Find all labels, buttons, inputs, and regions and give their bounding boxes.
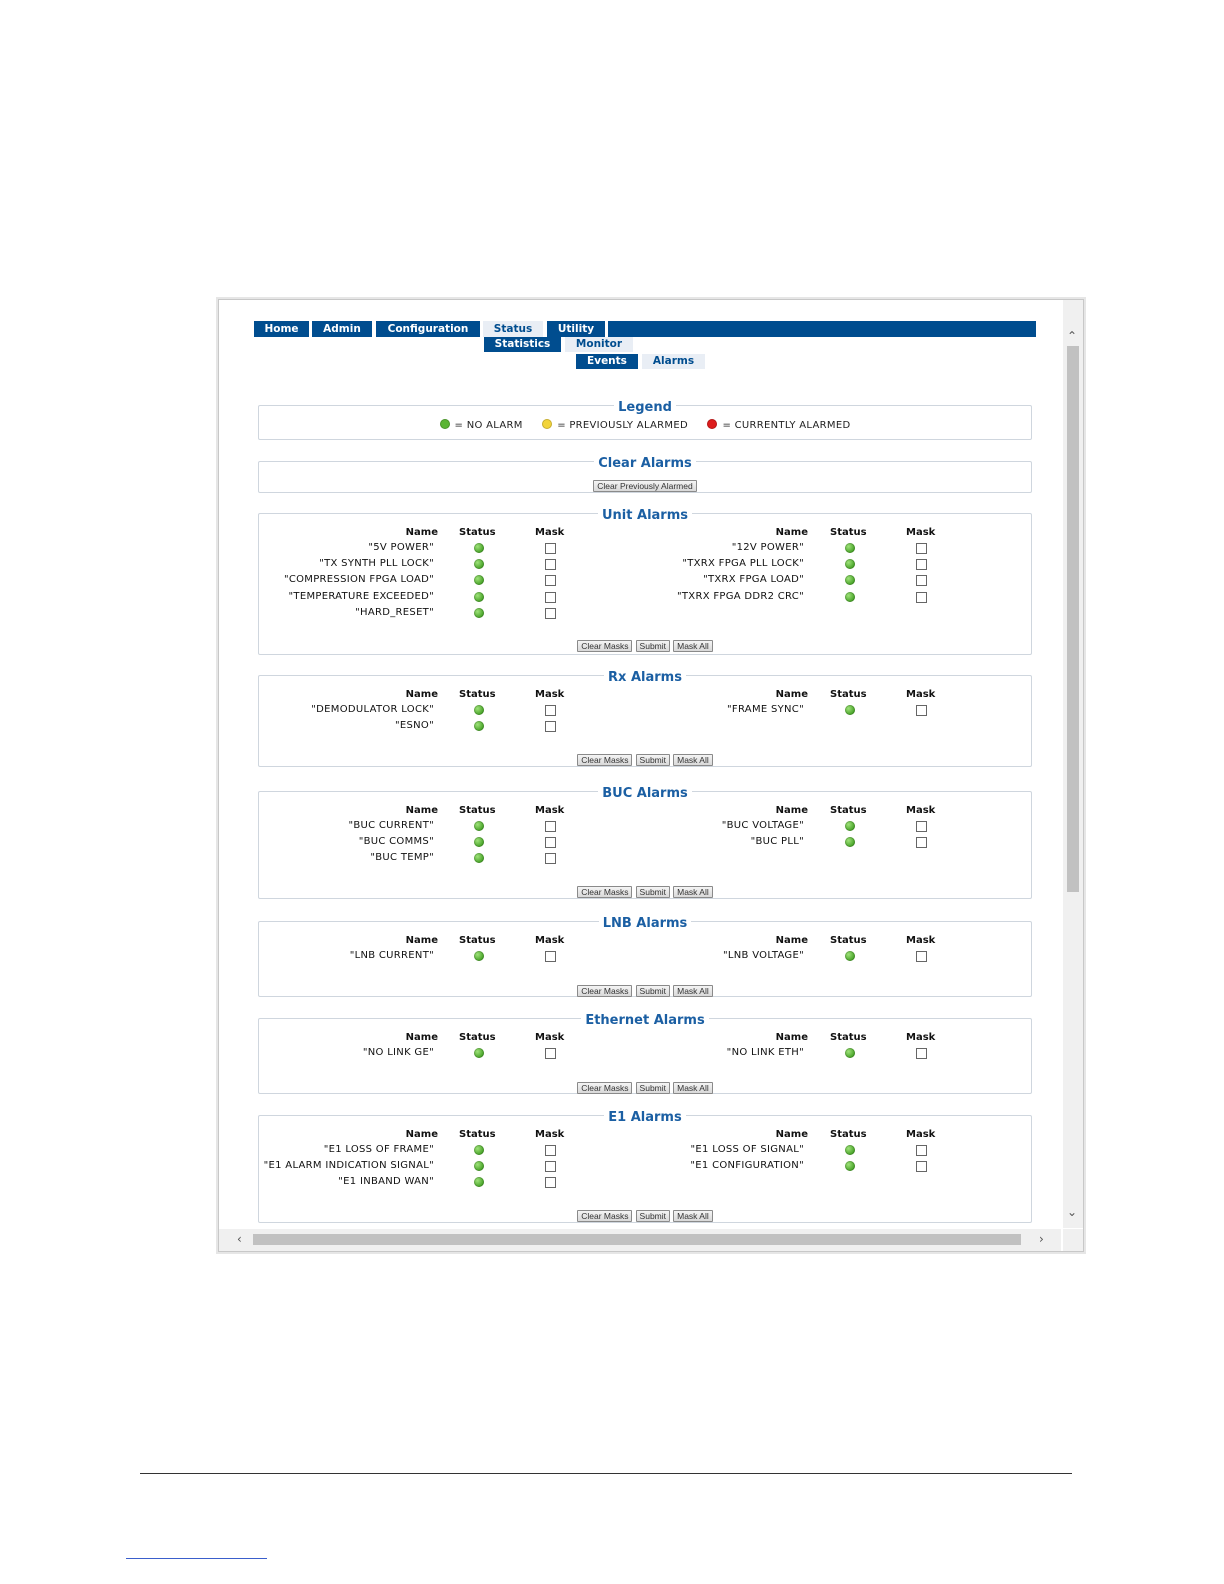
mask-checkbox[interactable] (545, 559, 556, 570)
green-status-icon (474, 1177, 484, 1187)
clear-alarms-title: Clear Alarms (594, 456, 696, 471)
right-name-header: Name (775, 527, 808, 538)
green-status-icon (474, 559, 484, 569)
green-status-icon (845, 1048, 855, 1058)
green-status-icon (474, 721, 484, 731)
mask-checkbox[interactable] (916, 951, 927, 962)
mask-checkbox[interactable] (545, 705, 556, 716)
clear-masks-button[interactable]: Clear Masks (577, 1210, 632, 1222)
submit-button[interactable]: Submit (636, 1210, 670, 1222)
alarm-name: "E1 LOSS OF FRAME" (323, 1144, 434, 1155)
alarm-name: "TXRX FPGA LOAD" (703, 574, 804, 586)
left-mask-header: Mask (535, 1032, 565, 1043)
browser-frame (218, 299, 1084, 1252)
left-status-header: Status (459, 527, 496, 538)
left-mask-header: Mask (535, 805, 565, 816)
tab-configuration[interactable]: Configuration (376, 321, 480, 337)
right-mask-header: Mask (906, 805, 936, 816)
green-status-icon (845, 559, 855, 569)
right-name-header: Name (775, 689, 808, 700)
mask-checkbox[interactable] (916, 559, 927, 570)
left-mask-header: Mask (535, 527, 565, 538)
green-status-icon (845, 821, 855, 831)
scrollbar-corner (1063, 1229, 1083, 1251)
unit-alarms-section (258, 508, 1032, 655)
mask-checkbox[interactable] (545, 853, 556, 864)
alarm-name: "12V POWER" (731, 542, 804, 553)
left-name-header: Name (405, 527, 438, 538)
yellow-status-icon (542, 419, 552, 429)
green-status-icon (474, 705, 484, 715)
green-status-icon (845, 1161, 855, 1171)
eth-title-wrap (259, 1009, 1031, 1028)
alarm-name: "HARD_RESET" (355, 606, 434, 618)
right-status-header: Status (830, 935, 867, 946)
mask-checkbox[interactable] (916, 837, 927, 848)
lnb-alarms-section (258, 916, 1032, 997)
tab-monitor[interactable]: Monitor (565, 337, 633, 352)
legend-row (259, 419, 1031, 431)
left-name-header: Name (405, 689, 438, 700)
left-status-header: Status (459, 1129, 496, 1140)
left-name-header: Name (405, 805, 438, 816)
red-status-icon (707, 419, 717, 429)
mask-all-button[interactable]: Mask All (673, 1210, 713, 1222)
right-status-header: Status (830, 1129, 867, 1140)
buc-button-row (259, 880, 1031, 899)
mask-checkbox[interactable] (545, 575, 556, 586)
horizontal-scroll-thumb[interactable] (253, 1234, 1021, 1245)
left-status-header: Status (459, 1032, 496, 1043)
submit-button[interactable]: Submit (636, 640, 670, 652)
rx-button-row (259, 748, 1031, 767)
right-status-header: Status (830, 1032, 867, 1043)
unit-alarms-title: Unit Alarms (598, 508, 692, 523)
top-nav (254, 321, 1036, 337)
left-status-header: Status (459, 805, 496, 816)
unit-button-row (259, 634, 1031, 653)
legend-title: Legend (614, 400, 676, 415)
mask-all-button[interactable]: Mask All (673, 640, 713, 652)
clear-masks-button[interactable]: Clear Masks (577, 1082, 632, 1094)
green-status-icon (474, 821, 484, 831)
e1-button-row (259, 1204, 1031, 1223)
mask-checkbox[interactable] (916, 575, 927, 586)
left-name-header: Name (405, 935, 438, 946)
tab-events[interactable]: Events (576, 354, 638, 369)
right-name-header: Name (775, 1129, 808, 1140)
mask-checkbox[interactable] (545, 592, 556, 603)
top-nav-bar (608, 321, 1036, 337)
green-status-icon (845, 837, 855, 847)
left-name-header: Name (405, 1129, 438, 1140)
mask-all-button[interactable]: Mask All (673, 1082, 713, 1094)
green-status-icon (474, 543, 484, 553)
submit-button[interactable]: Submit (636, 985, 670, 997)
alarm-name: "E1 INBAND WAN" (338, 1176, 434, 1188)
legend-section (258, 400, 1032, 440)
e1-alarms-title: E1 Alarms (604, 1110, 685, 1125)
clear-masks-button[interactable]: Clear Masks (577, 640, 632, 652)
mask-checkbox[interactable] (545, 821, 556, 832)
green-status-icon (845, 951, 855, 961)
eth-alarms-title: Ethernet Alarms (581, 1013, 708, 1028)
mask-checkbox[interactable] (545, 608, 556, 619)
green-status-icon (845, 543, 855, 553)
right-status-header: Status (830, 805, 867, 816)
mask-checkbox[interactable] (545, 951, 556, 962)
lnb-button-row (259, 979, 1031, 998)
green-status-icon (474, 951, 484, 961)
mask-checkbox[interactable] (916, 1161, 927, 1172)
alarm-name: "LNB VOLTAGE" (723, 950, 804, 961)
legend-item-no-alarm: = NO ALARM (440, 420, 523, 431)
clear-alarms-section (258, 456, 1032, 493)
mask-all-button[interactable]: Mask All (673, 754, 713, 766)
alarm-name: "TXRX FPGA DDR2 CRC" (677, 590, 804, 602)
right-mask-header: Mask (906, 1129, 936, 1140)
green-status-icon (474, 1145, 484, 1155)
lnb-alarms-title: LNB Alarms (599, 916, 692, 931)
left-mask-header: Mask (535, 935, 565, 946)
mask-checkbox[interactable] (545, 837, 556, 848)
mask-checkbox[interactable] (916, 543, 927, 554)
scroll-left-icon[interactable]: ‹ (237, 1232, 242, 1246)
rx-alarms-title: Rx Alarms (604, 670, 686, 685)
tab-status[interactable]: Status (483, 321, 543, 337)
submit-button[interactable]: Submit (636, 886, 670, 898)
buc-alarms-section (258, 786, 1032, 899)
scroll-down-icon[interactable]: ⌄ (1067, 1205, 1078, 1219)
clear-masks-button[interactable]: Clear Masks (577, 754, 632, 766)
mask-checkbox[interactable] (916, 592, 927, 603)
rx-alarms-section (258, 670, 1032, 767)
horizontal-scrollbar[interactable] (219, 1229, 1061, 1251)
mask-checkbox[interactable] (545, 1145, 556, 1156)
eth-button-row (259, 1076, 1031, 1095)
green-status-icon (845, 705, 855, 715)
alarm-name: "E1 CONFIGURATION" (690, 1160, 804, 1172)
mask-checkbox[interactable] (916, 821, 927, 832)
right-mask-header: Mask (906, 527, 936, 538)
mask-checkbox[interactable] (916, 1145, 927, 1156)
legend-item-previously-alarmed: = PREVIOUSLY ALARMED (542, 420, 688, 431)
alarm-name: "LNB CURRENT" (349, 950, 434, 961)
legend-item-currently-alarmed: = CURRENTLY ALARMED (707, 420, 850, 431)
eth-alarms-section (258, 1013, 1032, 1094)
mask-checkbox[interactable] (545, 543, 556, 554)
mask-checkbox[interactable] (916, 1048, 927, 1059)
green-status-icon (474, 853, 484, 863)
submit-button[interactable]: Submit (636, 754, 670, 766)
right-mask-header: Mask (906, 689, 936, 700)
scroll-up-icon[interactable]: ⌃ (1067, 329, 1078, 343)
alarm-name: "NO LINK ETH" (726, 1047, 804, 1058)
green-status-icon (474, 1048, 484, 1058)
right-name-header: Name (775, 1032, 808, 1043)
green-status-icon (474, 608, 484, 618)
vertical-scroll-thumb[interactable] (1067, 346, 1079, 892)
tab-statistics[interactable]: Statistics (484, 337, 561, 352)
e1-title-wrap (259, 1106, 1031, 1125)
tab-admin[interactable]: Admin (312, 321, 372, 337)
alarm-name: "TXRX FPGA PLL LOCK" (682, 558, 804, 570)
alarm-name: "BUC CURRENT" (348, 820, 434, 831)
footer-divider (140, 1473, 1072, 1474)
mask-checkbox[interactable] (545, 721, 556, 732)
mask-checkbox[interactable] (545, 1048, 556, 1059)
mask-checkbox[interactable] (545, 1177, 556, 1188)
green-status-icon (845, 1145, 855, 1155)
page-viewport (219, 300, 1061, 1228)
right-status-header: Status (830, 689, 867, 700)
alarm-name: "ESNO" (394, 720, 434, 732)
alarm-name: "BUC COMMS" (358, 836, 434, 848)
alarm-name: "NO LINK GE" (362, 1047, 434, 1058)
clear-previously-alarmed-button[interactable]: Clear Previously Alarmed (593, 480, 696, 492)
left-status-header: Status (459, 689, 496, 700)
right-name-header: Name (775, 805, 808, 816)
left-mask-header: Mask (535, 689, 565, 700)
tab-utility[interactable]: Utility (547, 321, 605, 337)
vertical-scrollbar[interactable] (1063, 300, 1083, 1228)
clear-masks-button[interactable]: Clear Masks (577, 985, 632, 997)
submit-button[interactable]: Submit (636, 1082, 670, 1094)
rx-title-wrap (259, 666, 1031, 685)
alarm-name: "5V POWER" (368, 542, 434, 553)
tab-alarms[interactable]: Alarms (642, 354, 705, 369)
left-name-header: Name (405, 1032, 438, 1043)
alarm-name: "TX SYNTH PLL LOCK" (319, 558, 434, 570)
clear-masks-button[interactable]: Clear Masks (577, 886, 632, 898)
alarm-name: "BUC TEMP" (370, 852, 434, 864)
alarm-name: "E1 ALARM INDICATION SIGNAL" (263, 1160, 434, 1172)
left-mask-header: Mask (535, 1129, 565, 1140)
alarm-name: "DEMODULATOR LOCK" (311, 704, 434, 715)
green-status-icon (845, 575, 855, 585)
scroll-right-icon[interactable]: › (1039, 1232, 1044, 1246)
alarm-name: "COMPRESSION FPGA LOAD" (283, 574, 434, 586)
mask-checkbox[interactable] (916, 705, 927, 716)
right-status-header: Status (830, 527, 867, 538)
mask-checkbox[interactable] (545, 1161, 556, 1172)
right-mask-header: Mask (906, 935, 936, 946)
unit-title-wrap (259, 504, 1031, 523)
alarm-name: "BUC PLL" (750, 836, 804, 848)
alarm-name: "E1 LOSS OF SIGNAL" (690, 1144, 804, 1155)
right-name-header: Name (775, 935, 808, 946)
mask-all-button[interactable]: Mask All (673, 985, 713, 997)
tab-home[interactable]: Home (254, 321, 309, 337)
green-status-icon (845, 592, 855, 602)
green-status-icon (474, 837, 484, 847)
left-status-header: Status (459, 935, 496, 946)
alarm-name: "FRAME SYNC" (727, 704, 804, 715)
footer-link-underline (126, 1558, 267, 1559)
green-status-icon (440, 419, 450, 429)
green-status-icon (474, 592, 484, 602)
alarm-name: "BUC VOLTAGE" (721, 820, 804, 831)
alarm-name: "TEMPERATURE EXCEEDED" (288, 590, 434, 602)
buc-title-wrap (259, 782, 1031, 801)
lnb-title-wrap (259, 912, 1031, 931)
buc-alarms-title: BUC Alarms (598, 786, 692, 801)
e1-alarms-section (258, 1110, 1032, 1223)
green-status-icon (474, 575, 484, 585)
mask-all-button[interactable]: Mask All (673, 886, 713, 898)
right-mask-header: Mask (906, 1032, 936, 1043)
green-status-icon (474, 1161, 484, 1171)
